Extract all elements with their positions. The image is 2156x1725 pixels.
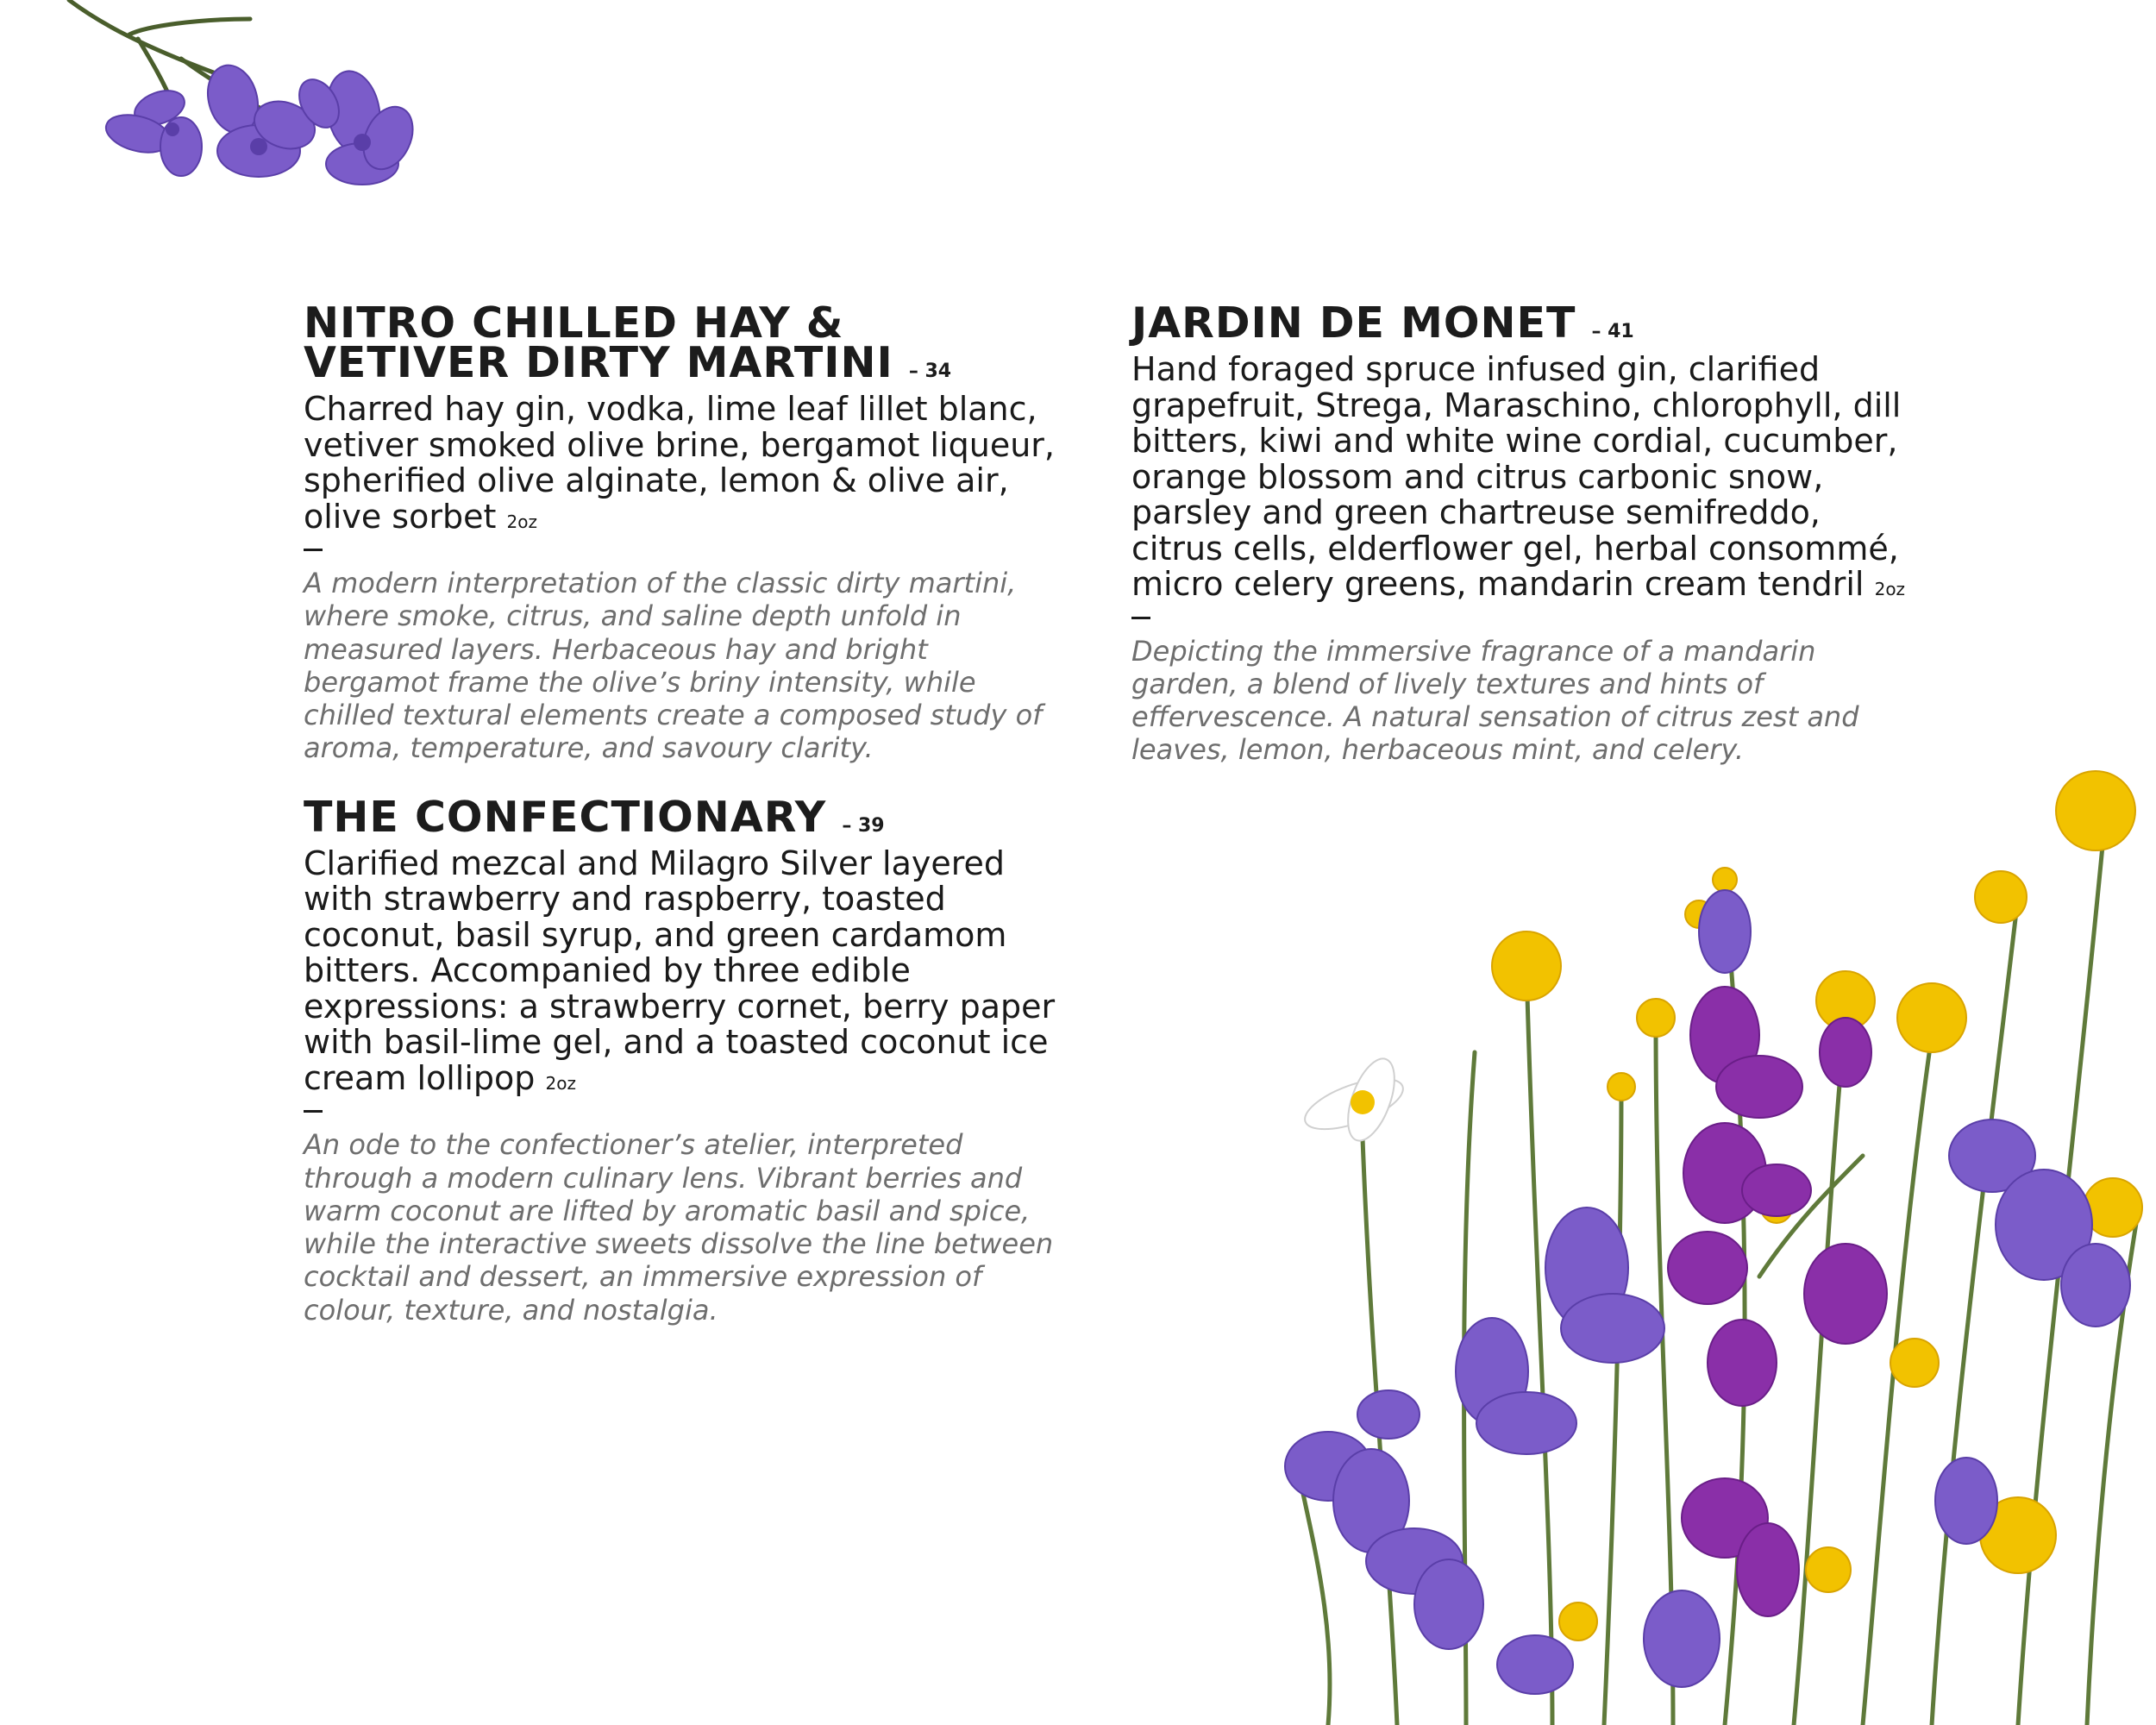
item-price: – 39 — [842, 814, 885, 837]
menu-column-left — [304, 298, 1062, 1359]
item-title — [304, 792, 1062, 846]
ingredients-text: Hand foraged spruce infused gin, clarified grapefruit, Strega, Maraschino, chlorophyll, dill bitters, kiwi and white wine cordial, cucumber, orange blossom and citrus carbonic snow, parsley and green chartreuse semifreddo, citrus cells, elderflower gel, herbal consommé, micro celery greens, mandarin cream tendril — [1131, 350, 1902, 603]
item-ingredients — [1131, 352, 1908, 608]
ingredients-text: Clarified mezcal and Milagro Silver layered with strawberry and raspberry, toasted coconut, basil syrup, and green cardamom bitters. Accompanied by three edible expressions: a strawberry cornet, berry paper with basil-lime gel, and a toasted coconut ice cream lollipop — [304, 844, 1056, 1097]
menu-item — [304, 792, 1062, 1327]
divider — [304, 1110, 323, 1113]
item-name: JARDIN DE MONET — [1131, 298, 1576, 348]
item-ingredients — [304, 846, 1062, 1102]
item-description: An ode to the confectioner’s atelier, interpreted through a modern culinary lens. Vibrant berries and warm coconut are lifted by aromatic basil and spice, while the interactive sweets dissolve the line between cocktail and dessert, an immersive expression of colour, texture, and nostalgia. — [304, 1128, 1054, 1327]
divider — [1131, 617, 1150, 619]
item-price: – 41 — [1591, 321, 1634, 342]
item-volume: 2oz — [1874, 579, 1906, 599]
item-description: Depicting the immersive fragrance of a mandarin garden, a blend of lively textures and hints of effervescence. A natural sensation of citrus zest and leaves, lemon, herbaceous mint, and celery. — [1131, 634, 1859, 767]
divider — [304, 549, 323, 551]
ingredients-text: Charred hay gin, vodka, lime leaf lillet blanc, vetiver smoked olive brine, bergamot liqueur, spherified olive alginate, lemon & olive air, olive sorbet — [304, 390, 1056, 536]
item-ingredients — [304, 392, 1062, 540]
item-description: A modern interpretation of the classic dirty martini, where smoke, citrus, and saline depth unfold in measured layers. Herbaceous hay and bright bergamot frame the olive’s briny intensity, while chilled textural elements create a composed study of aroma, temperature, and savoury clarity. — [304, 567, 1043, 765]
menu-item — [304, 298, 1062, 765]
menu-column-right — [1131, 298, 1908, 800]
item-title — [304, 298, 1062, 392]
item-title — [1131, 298, 1908, 352]
menu-item — [1131, 298, 1908, 767]
item-volume: 2oz — [545, 1072, 576, 1094]
item-volume: 2oz — [506, 511, 537, 532]
wildflower-bouquet-icon — [1242, 759, 2156, 1725]
item-name: NITRO CHILLED HAY & VETIVER DIRTY MARTINI — [304, 298, 893, 387]
item-name: THE CONFECTIONARY — [304, 792, 827, 842]
larkspur-sprig-icon — [0, 0, 431, 207]
item-price: – 34 — [908, 361, 952, 382]
